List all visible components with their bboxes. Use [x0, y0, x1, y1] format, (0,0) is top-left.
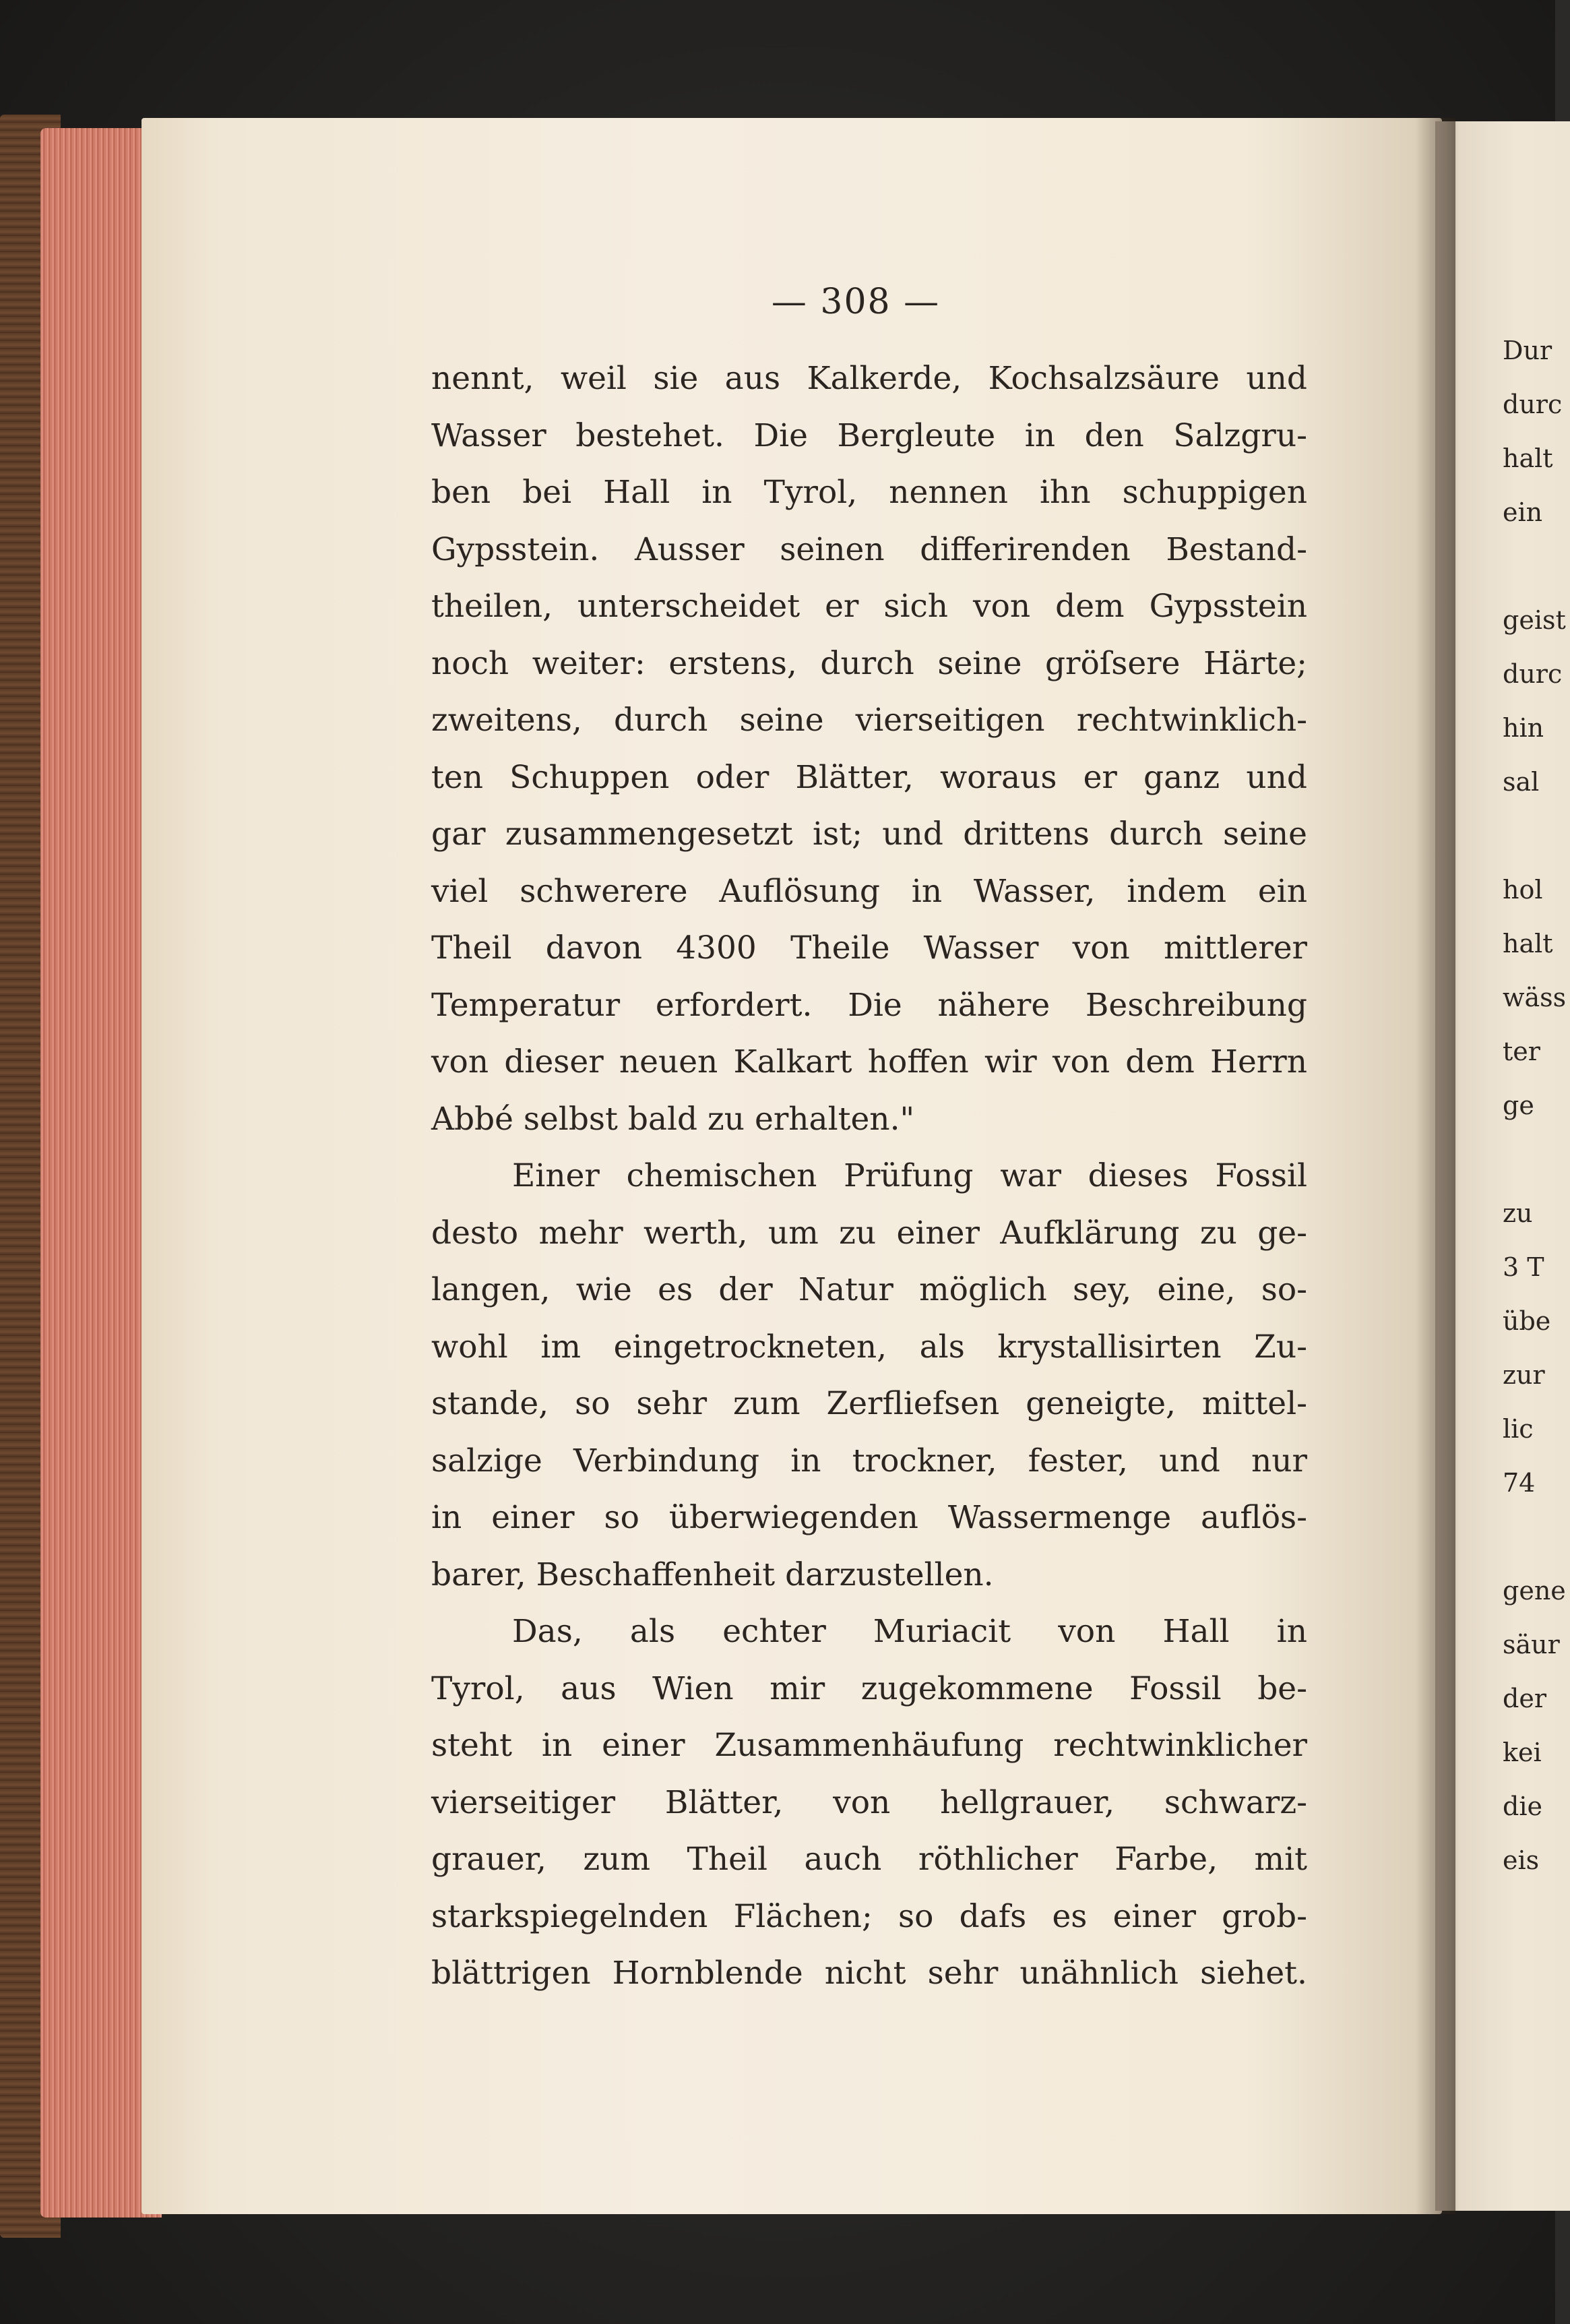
text-line: Das, als echter Muriacit von Hall in: [512, 1613, 1307, 1650]
text-line: langen, wie es der Natur möglich sey, eine, so-: [431, 1271, 1307, 1308]
facing-fragment: der: [1503, 1684, 1546, 1713]
facing-fragment: sal: [1503, 767, 1540, 797]
text-line: Temperatur erfordert. Die nähere Beschreibung: [431, 986, 1307, 1024]
text-line: theilen, unterscheidet er sich von dem Gypsstein: [431, 588, 1307, 625]
text-line: salzige Verbindung in trockner, fester, und nur: [431, 1442, 1307, 1479]
facing-fragment: ein: [1503, 497, 1543, 527]
text-line: von dieser neuen Kalkart hoffen wir von dem Herrn: [431, 1043, 1307, 1080]
text-line: Wasser bestehet. Die Bergleute in den Salzgru-: [431, 417, 1307, 454]
text-line: ben bei Hall in Tyrol, nennen ihn schuppigen: [431, 474, 1307, 511]
text-line: grauer, zum Theil auch röthlicher Farbe, mit: [431, 1841, 1307, 1878]
facing-page-text: [1503, 324, 1567, 1887]
text-line: Gypsstein. Ausser seinen differirenden Bestand-: [431, 530, 1307, 568]
text-line: ten Schuppen oder Blätter, woraus er ganz und: [431, 758, 1307, 796]
text-line: barer, Beschaffenheit darzustellen.: [431, 1556, 994, 1593]
facing-fragment: [1503, 809, 1555, 863]
text-line: desto mehr werth, um zu einer Aufklärung zu ge-: [431, 1214, 1307, 1252]
text-line: gar zusammengesetzt ist; und drittens durch seine: [431, 816, 1307, 853]
text-line: Einer chemischen Prüfung war dieses Fossil: [512, 1157, 1307, 1194]
facing-fragment: übe: [1503, 1306, 1551, 1336]
text-line: Theil davon 4300 Theile Wasser von mittlerer: [431, 929, 1307, 967]
facing-fragment: durc: [1503, 390, 1563, 419]
text-line: Abbé selbst bald zu erhalten.": [431, 1100, 915, 1138]
facing-fragment: lic: [1503, 1414, 1534, 1444]
facing-fragment: Dur: [1503, 336, 1552, 365]
text-line: zweitens, durch seine vierseitigen rechtwinklich-: [431, 702, 1307, 739]
facing-fragment: halt: [1503, 444, 1553, 473]
text-line: starkspiegelnden Flächen; so dafs es einer grob-: [431, 1897, 1307, 1935]
facing-fragment: ge: [1503, 1091, 1534, 1120]
facing-fragment: halt: [1503, 929, 1553, 958]
text-line: Tyrol, aus Wien mir zugekommene Fossil be-: [431, 1670, 1307, 1707]
facing-fragment: säur: [1503, 1630, 1560, 1659]
text-line: stande, so sehr zum Zerfliefsen geneigte, mittel-: [431, 1385, 1307, 1422]
facing-fragment: hol: [1503, 875, 1543, 905]
book-gutter: [1415, 118, 1455, 2214]
text-line: in einer so überwiegenden Wassermenge auflös-: [431, 1499, 1307, 1536]
text-line: vierseitiger Blätter, von hellgrauer, schwarz-: [431, 1783, 1307, 1821]
text-line: blättrigen Hornblende nicht sehr unähnlich siehet.: [431, 1955, 1307, 1992]
facing-fragment: [1503, 539, 1555, 593]
facing-fragment: geist: [1503, 605, 1566, 635]
facing-fragment: kei: [1503, 1738, 1542, 1767]
text-line: wohl im eingetrockneten, als krystallisirten Zu-: [431, 1328, 1307, 1366]
facing-fragment: durc: [1503, 659, 1563, 689]
page-header: — 308 —: [771, 282, 941, 322]
facing-fragment: 3 T: [1503, 1252, 1544, 1282]
facing-fragment: zu: [1503, 1198, 1533, 1228]
page-body: [431, 350, 1307, 2002]
facing-fragment: eis: [1503, 1845, 1540, 1875]
facing-fragment: ter: [1503, 1037, 1540, 1066]
facing-fragment: gene: [1503, 1576, 1566, 1606]
facing-fragment: wäss: [1503, 983, 1567, 1012]
text-line: steht in einer Zusammenhäufung rechtwinklicher: [431, 1727, 1307, 1764]
facing-fragment: zur: [1503, 1360, 1545, 1390]
text-line: viel schwerere Auflösung in Wasser, indem ein: [431, 872, 1307, 910]
facing-fragment: [1503, 1132, 1555, 1186]
text-line: noch weiter: erstens, durch seine gröſsere Härte;: [431, 644, 1307, 682]
facing-fragment: die: [1503, 1792, 1542, 1821]
facing-fragment: [1503, 1510, 1555, 1564]
facing-fragment: hin: [1503, 713, 1544, 743]
text-line: nennt, weil sie aus Kalkerde, Kochsalzsäure und: [431, 360, 1307, 397]
facing-fragment: 74: [1503, 1468, 1536, 1498]
